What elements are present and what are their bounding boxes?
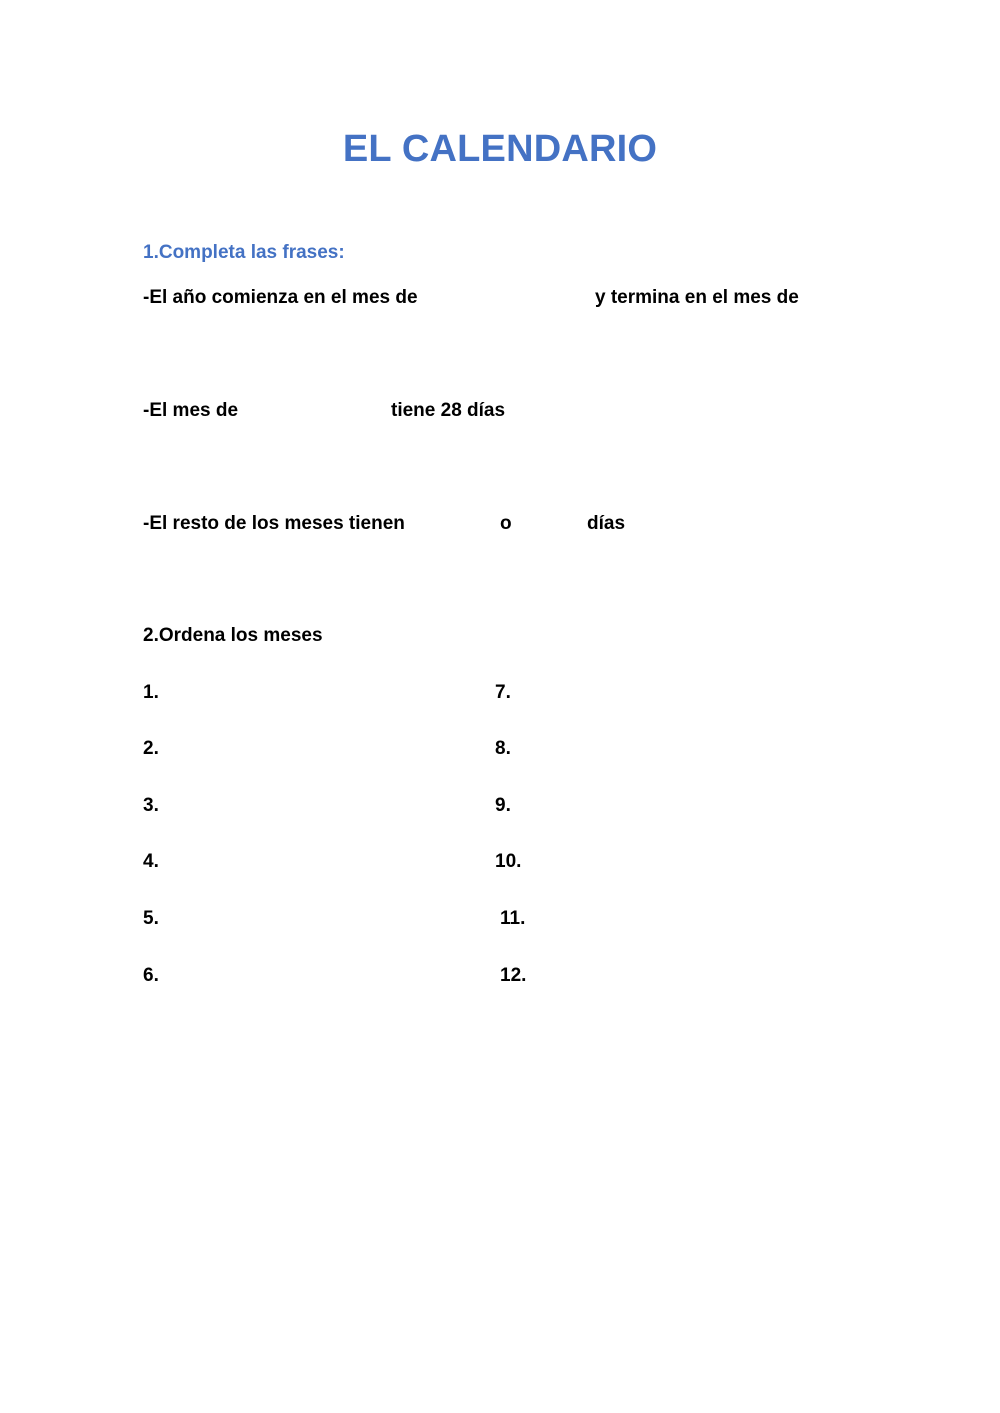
month-number-2: 2. [143, 738, 159, 759]
month-number-8: 8. [495, 738, 511, 759]
month-blank-11[interactable] [540, 906, 840, 930]
month-blank-7[interactable] [530, 680, 830, 704]
section2-heading: 2.Ordena los meses [143, 625, 323, 646]
month-number-11: 11. [500, 908, 526, 929]
month-blank-12[interactable] [540, 963, 840, 987]
month-blank-8[interactable] [530, 736, 830, 760]
page-title: EL CALENDARIO [342, 128, 658, 170]
month-number-3: 3. [143, 795, 159, 816]
month-number-6: 6. [143, 965, 159, 986]
month-number-4: 4. [143, 851, 159, 872]
month-number-1: 1. [143, 682, 159, 703]
month-blank-10[interactable] [535, 849, 835, 873]
month-number-5: 5. [143, 908, 159, 929]
sentence3-blank-days-b[interactable] [518, 511, 578, 535]
month-number-7: 7. [495, 682, 511, 703]
sentence2-part1: -El mes de [143, 400, 239, 421]
month-blank-6[interactable] [170, 963, 470, 987]
sentence3-part3: días [587, 513, 626, 534]
sentence3-blank-days-a[interactable] [430, 511, 490, 535]
sentence2-part2: tiene 28 días [391, 400, 506, 421]
month-number-12: 12. [500, 965, 527, 986]
month-blank-3[interactable] [170, 793, 470, 817]
sentence1-blank-end-month[interactable] [145, 330, 345, 354]
sentence3-part1: -El resto de los meses tienen [143, 513, 405, 534]
section1-heading: 1.Completa las frases: [143, 242, 345, 263]
month-blank-5[interactable] [170, 906, 470, 930]
month-blank-2[interactable] [170, 736, 470, 760]
month-number-10: 10. [495, 851, 522, 872]
month-number-9: 9. [495, 795, 511, 816]
month-blank-1[interactable] [170, 680, 470, 704]
sentence1-part2: y termina en el mes de [595, 287, 799, 308]
sentence1-part1: -El año comienza en el mes de [143, 287, 418, 308]
sentence2-blank-month[interactable] [252, 398, 380, 422]
month-blank-4[interactable] [170, 849, 470, 873]
sentence1-blank-start-month[interactable] [445, 285, 585, 309]
month-blank-9[interactable] [530, 793, 830, 817]
sentence3-part2: o [500, 513, 512, 534]
